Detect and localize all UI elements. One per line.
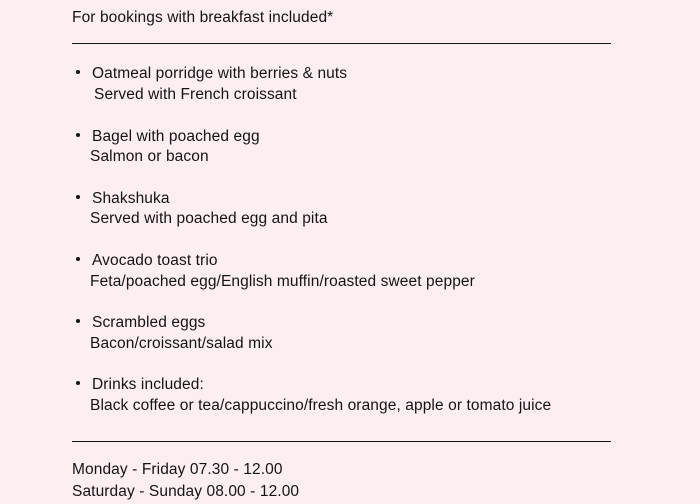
menu-item-title: Drinks included: — [92, 376, 204, 394]
menu-item-title: Avocado toast trio — [92, 252, 218, 270]
menu-item-list — [72, 64, 640, 416]
intro-text: For bookings with breakfast included* — [72, 9, 334, 26]
menu-item-title: Shakshuka — [92, 189, 170, 207]
hours-weekday: Monday - Friday 07.30 - 12.00 — [72, 460, 283, 478]
menu-item-description: Served with poached egg and pita — [90, 210, 328, 228]
list-item — [72, 313, 640, 354]
bullet-icon — [76, 381, 80, 385]
list-item — [72, 251, 640, 292]
menu-item-description: Served with French croissant — [94, 85, 297, 103]
bullet-icon — [76, 319, 80, 323]
bullet-icon — [76, 195, 80, 199]
list-item — [72, 64, 640, 105]
list-item — [72, 189, 640, 230]
menu-item-title: Scrambled eggs — [92, 314, 206, 332]
opening-hours — [72, 459, 640, 504]
menu-item-description: Bacon/croissant/salad mix — [90, 334, 273, 352]
menu-item-description: Salmon or bacon — [90, 148, 209, 166]
menu-item-description: Feta/poached egg/English muffin/roasted sweet pepper — [90, 272, 475, 290]
hours-weekend: Saturday - Sunday 08.00 - 12.00 — [72, 483, 300, 501]
divider-top — [72, 43, 611, 44]
menu-item-description: Black coffee or tea/cappuccino/fresh orange, apple or tomato juice — [90, 397, 552, 415]
divider-bottom — [72, 441, 611, 442]
bullet-icon — [76, 70, 80, 74]
list-item — [72, 375, 640, 416]
bullet-icon — [76, 257, 80, 261]
menu-item-title: Oatmeal porridge with berries & nuts — [92, 65, 348, 83]
bullet-icon — [76, 133, 80, 137]
menu-item-title: Bagel with poached egg — [92, 127, 260, 145]
list-item — [72, 127, 640, 168]
